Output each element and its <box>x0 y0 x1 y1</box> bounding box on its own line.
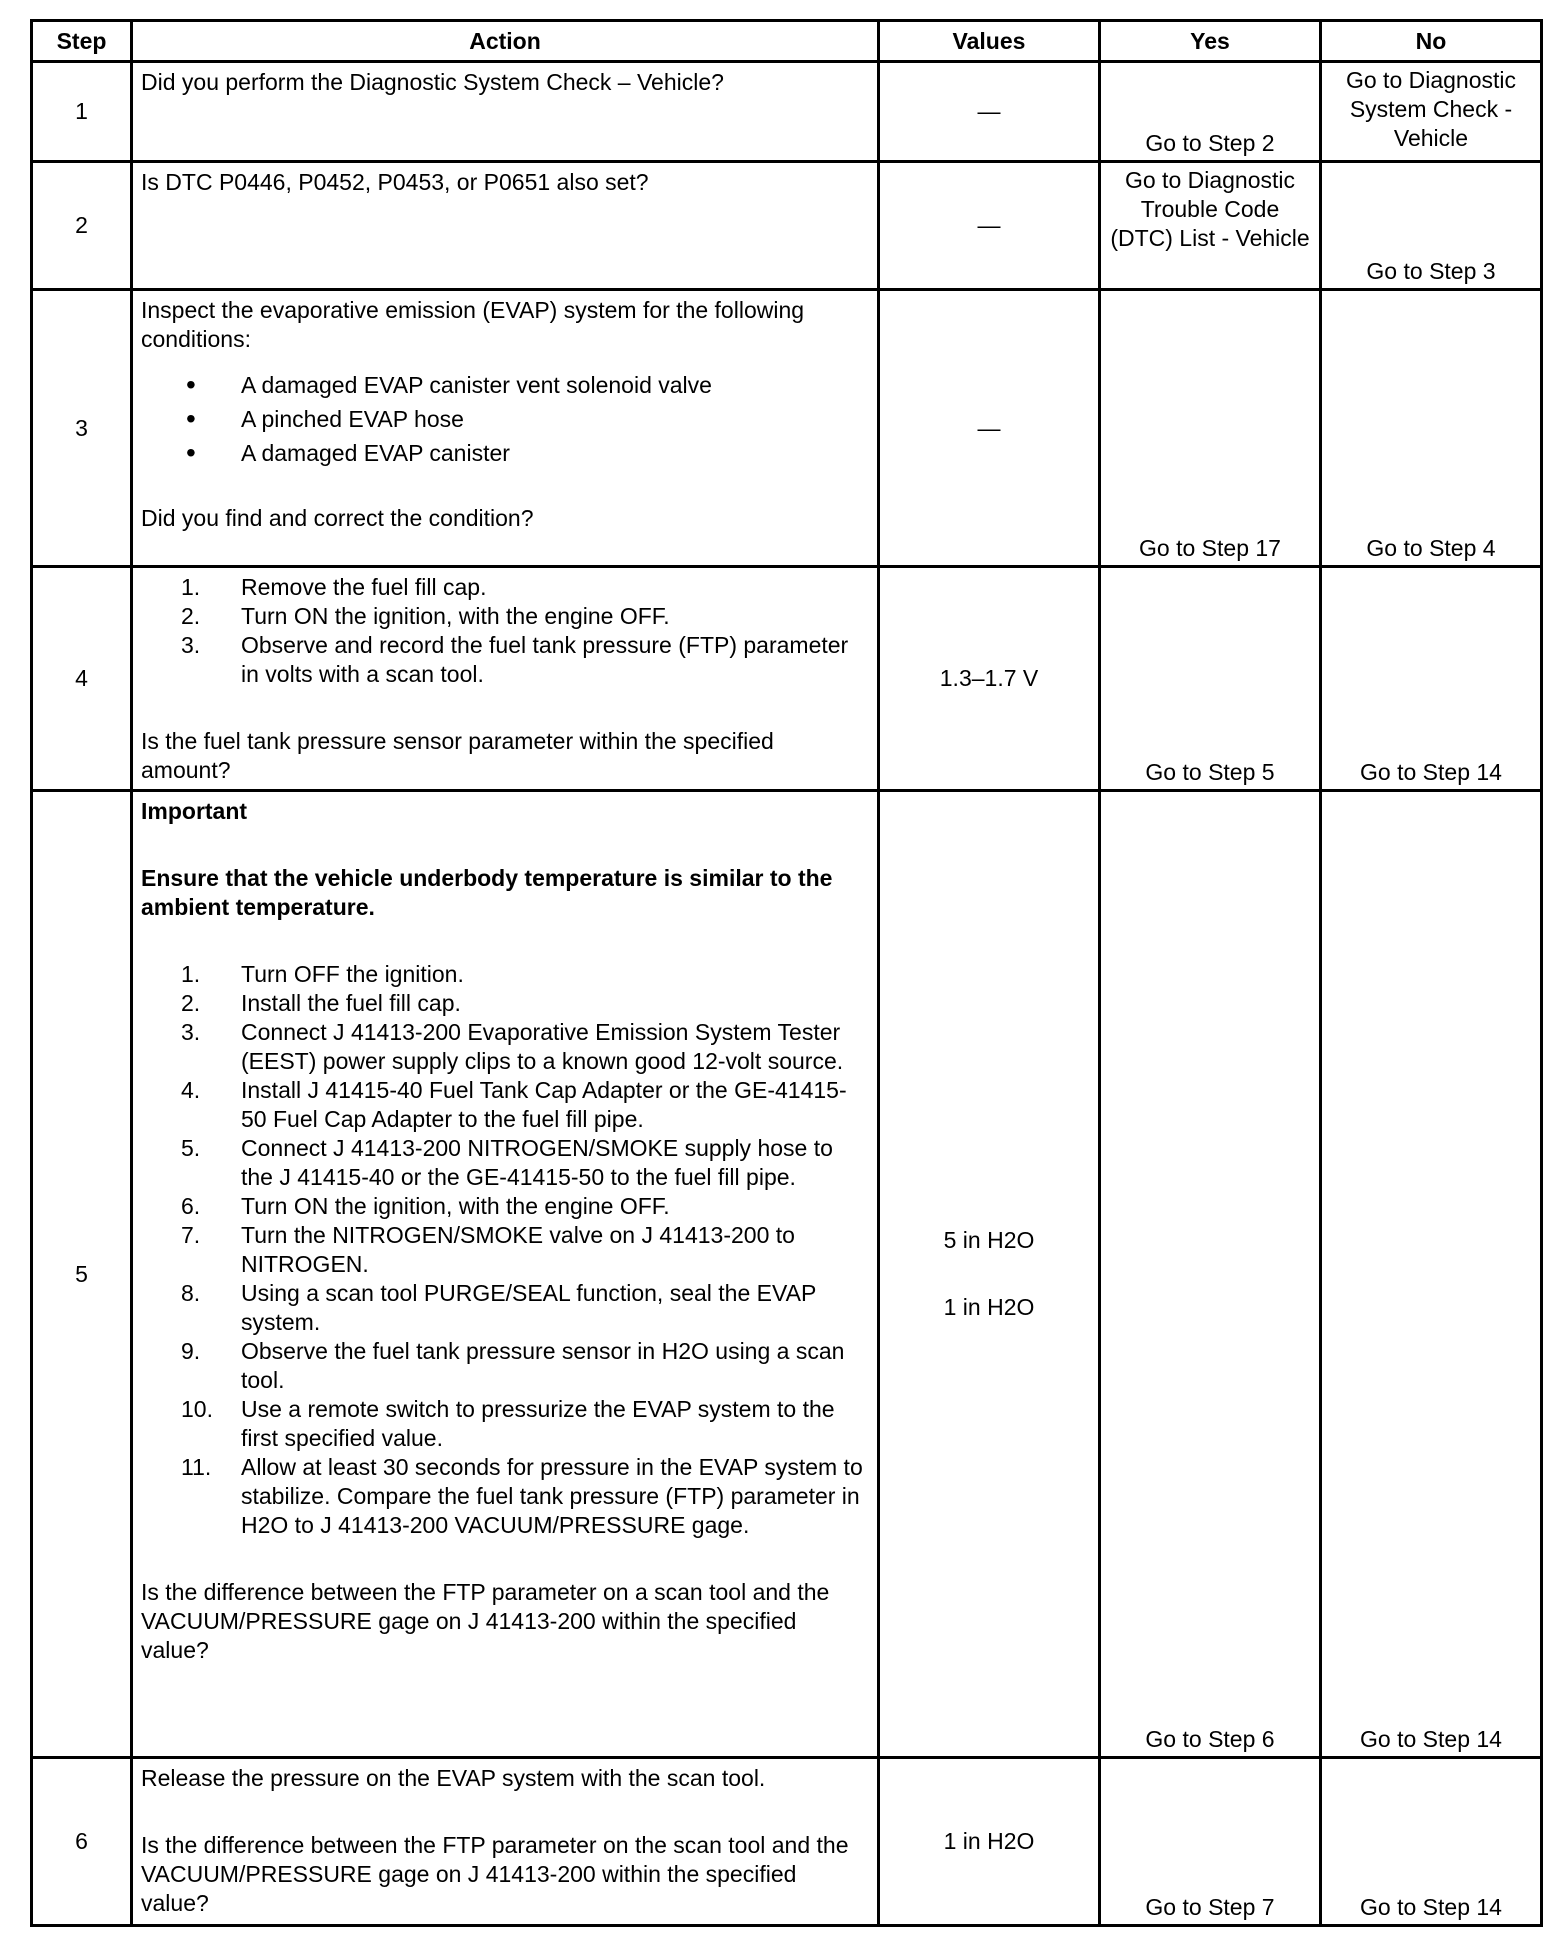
condition-list <box>141 368 869 470</box>
values-cell: 1.3–1.7 V <box>879 567 1100 791</box>
step-number: 6 <box>32 1758 132 1926</box>
procedure-list <box>141 960 869 1540</box>
action-cell <box>132 567 879 791</box>
values-cell <box>879 791 1100 1758</box>
important-label: Important <box>141 798 248 824</box>
table-row <box>32 1758 1542 1926</box>
header-action: Action <box>132 21 879 62</box>
list-item: • A damaged EVAP canister <box>141 436 869 470</box>
values-cell: — <box>879 162 1100 290</box>
header-step: Step <box>32 21 132 62</box>
yes-cell: Go to Step 5 <box>1100 567 1321 791</box>
step-number: 4 <box>32 567 132 791</box>
table-row <box>32 62 1542 162</box>
action-intro: Release the pressure on the EVAP system with the scan tool. <box>141 1765 766 1791</box>
list-item: 3. Observe and record the fuel tank pressure (FTP) parameter in volts with a scan tool. <box>181 632 849 687</box>
action-question: Is the difference between the FTP parameter on a scan tool and the VACUUM/PRESSURE gage on J 41413-200 within the specified value? <box>141 1579 830 1663</box>
action-question: Is the difference between the FTP parameter on the scan tool and the VACUUM/PRESSURE gage on J 41413-200 within the specified value? <box>141 1832 849 1916</box>
no-cell: Go to Step 4 <box>1321 290 1542 567</box>
values-cell: — <box>879 290 1100 567</box>
no-cell: Go to Diagnostic System Check - Vehicle <box>1321 62 1542 162</box>
table-row <box>32 162 1542 290</box>
list-item: 7. Turn the NITROGEN/SMOKE valve on J 41413-200 to NITROGEN. <box>181 1222 795 1277</box>
action-question: Is the fuel tank pressure sensor parameter within the specified amount? <box>141 728 774 783</box>
list-item: 2. Install the fuel fill cap. <box>181 990 461 1016</box>
action-cell <box>132 62 879 162</box>
list-item: 1. Remove the fuel fill cap. <box>181 574 487 600</box>
value-second: 1 in H2O <box>943 1294 1035 1320</box>
action-question: Did you find and correct the condition? <box>141 505 534 531</box>
list-item: 6. Turn ON the ignition, with the engine OFF. <box>181 1193 670 1219</box>
action-question: Did you perform the Diagnostic System Check – Vehicle? <box>141 69 724 95</box>
table-row <box>32 290 1542 567</box>
header-values: Values <box>879 21 1100 62</box>
action-intro: Inspect the evaporative emission (EVAP) system for the following conditions: <box>141 297 805 352</box>
list-item: • A damaged EVAP canister vent solenoid valve <box>141 368 869 402</box>
table-row <box>32 791 1542 1758</box>
procedure-list <box>141 573 869 689</box>
list-item: 8. Using a scan tool PURGE/SEAL function, seal the EVAP system. <box>181 1280 816 1335</box>
list-item: 2. Turn ON the ignition, with the engine OFF. <box>181 603 670 629</box>
diagnostic-table <box>30 19 1543 1927</box>
header-row <box>32 21 1542 62</box>
value-first: 5 in H2O <box>943 1227 1035 1253</box>
step-number: 3 <box>32 290 132 567</box>
list-item: 1. Turn OFF the ignition. <box>181 961 464 987</box>
values-cell: — <box>879 62 1100 162</box>
header-yes: Yes <box>1100 21 1321 62</box>
action-cell <box>132 290 879 567</box>
values-cell: 1 in H2O <box>879 1758 1100 1926</box>
action-cell <box>132 791 879 1758</box>
list-item: 3. Connect J 41413-200 Evaporative Emission System Tester (EEST) power supply clips to a known good 12-volt source. <box>181 1019 844 1074</box>
yes-cell: Go to Step 2 <box>1100 62 1321 162</box>
list-item: 4. Install J 41415-40 Fuel Tank Cap Adapter or the GE-41415-50 Fuel Cap Adapter to the fuel fill pipe. <box>181 1077 847 1132</box>
step-number: 2 <box>32 162 132 290</box>
no-cell: Go to Step 14 <box>1321 567 1542 791</box>
list-item: 10. Use a remote switch to pressurize the EVAP system to the first specified value. <box>181 1396 835 1451</box>
no-cell: Go to Step 14 <box>1321 791 1542 1758</box>
action-cell <box>132 1758 879 1926</box>
list-item: • A pinched EVAP hose <box>141 402 869 436</box>
step-number: 1 <box>32 62 132 162</box>
yes-cell: Go to Diagnostic Trouble Code (DTC) List - Vehicle <box>1100 162 1321 290</box>
action-cell <box>132 162 879 290</box>
step-number: 5 <box>32 791 132 1758</box>
header-no: No <box>1321 21 1542 62</box>
yes-cell: Go to Step 17 <box>1100 290 1321 567</box>
no-cell: Go to Step 3 <box>1321 162 1542 290</box>
no-cell: Go to Step 14 <box>1321 1758 1542 1926</box>
table-row <box>32 567 1542 791</box>
list-item: 11. Allow at least 30 seconds for pressure in the EVAP system to stabilize. Compare the fuel tank pressure (FTP) parameter in H2O to J 41413-200 VACUUM/PRESSURE gage. <box>181 1454 863 1538</box>
yes-cell: Go to Step 6 <box>1100 791 1321 1758</box>
list-item: 5. Connect J 41413-200 NITROGEN/SMOKE supply hose to the J 41415-40 or the GE-41415-50 to the fuel fill pipe. <box>181 1135 833 1190</box>
important-text: Ensure that the vehicle underbody temperature is similar to the ambient temperature. <box>141 865 833 920</box>
yes-cell: Go to Step 7 <box>1100 1758 1321 1926</box>
list-item: 9. Observe the fuel tank pressure sensor in H2O using a scan tool. <box>181 1338 845 1393</box>
action-question: Is DTC P0446, P0452, P0453, or P0651 also set? <box>141 169 649 195</box>
